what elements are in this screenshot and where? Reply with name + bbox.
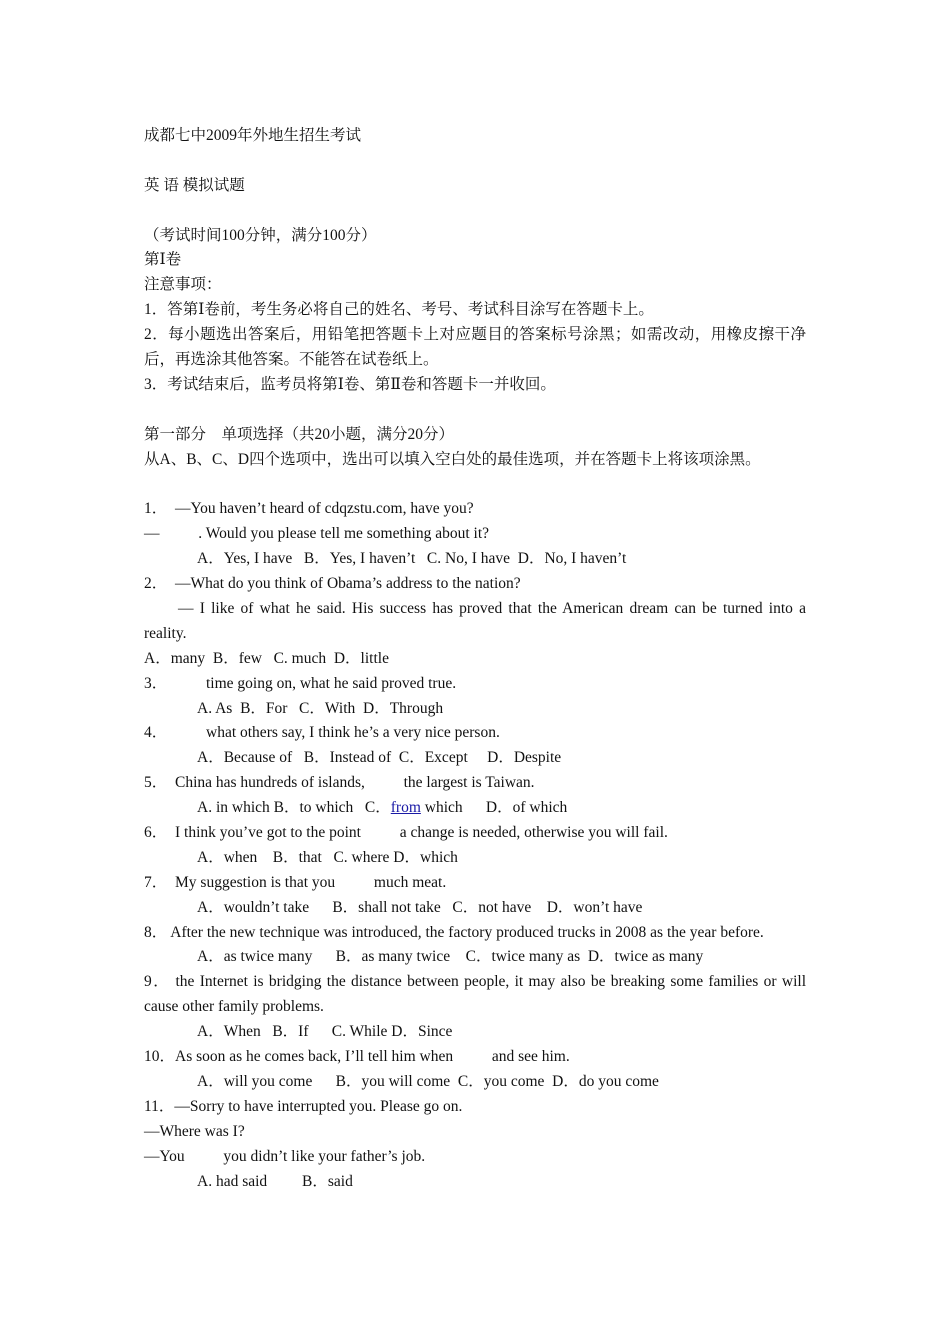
time-note: （考试时间100分钟，满分100分）	[144, 226, 377, 244]
question-10-options: A．will you come B．you will come C．you come D．do you come	[197, 1072, 659, 1090]
question-2-reply	[144, 597, 806, 647]
question-4-stem: 4． what others say, I think he’s a very nice person.	[144, 724, 500, 742]
volume-label: 第Ⅰ卷	[144, 251, 182, 269]
question-1-options: A．Yes, I have B．Yes, I haven’t C. No, I have D．No, I haven’t	[197, 550, 627, 568]
question-2-options: A．many B．few C. much D．little	[144, 649, 389, 667]
question-7-stem: 7． My suggestion is that you much meat.	[144, 873, 447, 891]
note-item: 3．考试结束后，监考员将第Ⅰ卷、第Ⅱ卷和答题卡一并收回。	[144, 375, 556, 393]
question-5-options	[144, 796, 806, 821]
question-5-options-a: A. in which B．to which C．	[197, 799, 391, 817]
question-2-reply-text: — I like of what he said. His success has proved that the American dream can be turned into a reality.	[144, 599, 806, 642]
question-9-options: A．When B．If C. While D．Since	[197, 1023, 453, 1041]
question-2-stem: 2． —What do you think of Obama’s address to the nation?	[144, 575, 521, 593]
exam-subtitle: 英 语 模拟试题	[144, 176, 245, 194]
question-3-stem: 3． time going on, what he said proved true.	[144, 674, 457, 692]
question-9-stem: 9． the Internet is bridging the distance between people, it may also be breaking some families or will cause other family problems.	[144, 973, 806, 1016]
question-6-stem: 6． I think you’ve got to the point a change is needed, otherwise you will fail.	[144, 824, 668, 841]
section-instruction: 从A、B、C、D四个选项中，选出可以填入空白处的最佳选项，并在答题卡上将该项涂黑。	[144, 450, 761, 468]
exam-title: 成都七中2009年外地生招生考试	[144, 127, 362, 144]
question-5-options-rest: which D．of which	[420, 799, 568, 817]
question-6-options: A．when B．that C. where D．which	[197, 848, 458, 866]
question-11-stem: 11．—Sorry to have interrupted you. Please go on.	[144, 1097, 463, 1115]
note-item: 2．每小题选出答案后，用铅笔把答题卡上对应题目的答案标号涂黑；如需改动，用橡皮擦干净后，再选涂其他答案。不能答在试卷纸上。	[144, 326, 806, 369]
question-11-reply-1: —Where was I?	[144, 1122, 245, 1140]
question-8-options: A．as twice many B．as many twice C．twice many as D．twice as many	[197, 948, 704, 966]
question-5-stem: 5． China has hundreds of islands, the largest is Taiwan.	[144, 774, 535, 792]
question-3-options: A. As B．For C．With D．Through	[197, 699, 444, 717]
question-11-options: A. had said B．said	[197, 1172, 353, 1190]
from-link[interactable]: from	[390, 799, 421, 817]
question-1-stem: 1． —You haven’t heard of cdqzstu.com, have you?	[144, 500, 474, 518]
notes-heading: 注意事项：	[144, 276, 222, 294]
note-item: 1．答第Ⅰ卷前，考生务必将自己的姓名、考号、考试科目涂写在答题卡上。	[144, 301, 654, 319]
section-heading: 第一部分 单项选择（共20小题，满分20分）	[144, 425, 455, 443]
question-4-options: A．Because of B．Instead of C．Except D．Despite	[197, 749, 562, 767]
question-11-reply-2: —You you didn’t like your father’s job.	[144, 1147, 426, 1165]
question-7-options: A．wouldn’t take B．shall not take C．not have D．won’t have	[197, 898, 643, 916]
exam-page	[144, 124, 806, 1194]
question-1-reply: — . Would you please tell me something about it?	[144, 525, 490, 543]
question-10-stem: 10．As soon as he comes back, I’ll tell him when and see him.	[144, 1048, 570, 1066]
question-8-stem: 8． After the new technique was introduced, the factory produced trucks in 2008 as the year before.	[144, 923, 764, 941]
